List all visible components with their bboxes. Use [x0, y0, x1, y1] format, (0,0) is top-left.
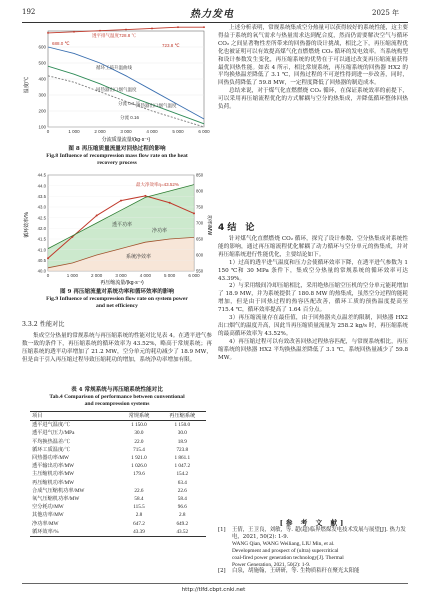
table-cell: 2.8 — [179, 512, 186, 519]
fig9-xtick-label: 4 000 — [139, 273, 151, 278]
fig8-xtick-label: 3 000 — [120, 129, 132, 134]
table-row-label: 其他功率/MW — [32, 512, 64, 519]
table-cell: 1 047.2 — [174, 463, 191, 470]
fig9-ylabel-left: 循环效率/% — [24, 212, 30, 238]
table-cell: 43.52 — [159, 528, 206, 537]
fig9-left-tick-label: 41.5 — [37, 236, 46, 242]
table4-col-recompression: 再压缩系统 — [159, 412, 206, 421]
header-rule — [22, 22, 408, 23]
table-row — [30, 438, 206, 446]
reference-2 — [218, 568, 408, 575]
conclusion-1: 1）过高的透平进气温度和压力会使循环效率下降，在透平进气参数为 1 150 ℃和 30 MPa 条件下，集成空分热量的常规系统的循环效率可达 43.39%。 — [218, 259, 408, 282]
table-row-label: 空分耗功/MW — [32, 504, 64, 511]
fig9-ann-turbine: 透平功率 — [112, 222, 133, 228]
conclusion-4: 4）再压缩过程可以有效改善回热过程热容匹配，与常规系统相比，再压缩系统的回热器 HX2 平均换热温差降低了 3.1 ℃，系统回热量减少了 59.8 MW。 — [218, 338, 408, 361]
reference-1-number: [1] — [218, 527, 226, 533]
fig9-efficiency-point — [120, 200, 122, 202]
table-cell: 22.6 — [177, 487, 187, 494]
table-row — [30, 487, 206, 495]
fig9-efficiency-point — [144, 195, 146, 197]
table-row-label: 透平进气温度/℃ — [32, 422, 70, 429]
fig8-ylabel: 温度/℃ — [24, 76, 30, 94]
table-cell: 22.6 — [134, 487, 144, 494]
fig8-xlabel: 分流质量流量/(kg·s⁻¹) — [101, 137, 151, 143]
fig8-ytick-label: 600 — [38, 44, 46, 50]
table-cell: 179.6 — [133, 471, 145, 478]
fig8-point — [99, 30, 101, 32]
fig8-chart — [22, 25, 212, 143]
table-cell: 30.0 — [134, 430, 144, 437]
table-row-label: 回热器功率/MW — [32, 455, 69, 462]
table-row-label: 平均换热温差/℃ — [32, 438, 70, 445]
table-cell: 1 150.0 — [174, 422, 191, 429]
table-cell — [119, 479, 158, 487]
table-row — [30, 528, 206, 537]
fig9-xtick-label: 1 000 — [66, 273, 78, 278]
fig9-xtick-label: 0 — [46, 273, 50, 278]
table-row-label: 透平输出功率/MW — [32, 463, 75, 470]
fig8-point — [177, 26, 179, 28]
fig8-ytick-label: 400 — [38, 76, 46, 82]
page-number: 192 — [22, 8, 36, 16]
table-row — [30, 446, 206, 454]
reference-2-cn: 白泉，胡施翰，王研研，等. 生物质秸秆在聚光太阳能 — [232, 568, 360, 575]
fig9-right-tick-label: 700 — [196, 220, 204, 226]
table-cell: 115.5 — [133, 504, 145, 511]
table-cell: 63.4 — [177, 479, 187, 486]
fig8-xtick-label: 4 000 — [146, 129, 158, 134]
table-cell: 18.9 — [177, 438, 187, 445]
fig8-point — [73, 31, 75, 33]
fig8-ann-723: 723.8 ℃ — [162, 43, 180, 48]
fig8-ytick-label: 300 — [38, 92, 46, 98]
fig9-chart — [22, 170, 212, 286]
fig8-ytick-label: 100 — [38, 124, 46, 130]
reference-1-en-4: Power Generation, 2021, 50(2): 1-9. — [232, 561, 311, 568]
fig9-efficiency-point — [47, 257, 49, 259]
fig8-point — [125, 29, 127, 31]
fig9-ann-neteff: 系统净效率 — [126, 254, 152, 260]
fig8-ann-rec: 回热器出口烟气温度 — [136, 103, 177, 108]
table-cell: 715.4 — [133, 446, 145, 453]
table-cell: 96.6 — [177, 504, 187, 511]
table-row-label: 氧气压缩机功率/MW — [32, 496, 80, 503]
fig9-efficiency-point — [96, 215, 98, 217]
fig8-point — [151, 28, 153, 30]
reference-1-en-1: WANG Qian, WANG Weiliang, LIU Min, et al. — [232, 540, 335, 547]
footer-url: http://tlfd.cbpt.cnki.net — [181, 587, 246, 593]
table-row-label: 合成气压缩机功率/MW — [32, 487, 85, 494]
fig9-left-tick-label: 41.0 — [37, 247, 46, 253]
fig8-ytick-label: 200 — [38, 108, 46, 114]
fig8-xtick-label: 6 000 — [198, 129, 210, 134]
paragraph-summary: 总结来说，对于煤气化直燃燃烧 CO₂ 循环，在保证系统效率的前提下，可以采用再压缩流程优化的方式解耦与空分的热集成，并降低循环整体回热负荷。 — [218, 88, 408, 111]
table-row — [30, 470, 206, 478]
fig9-right-tick-label: 550 — [196, 268, 204, 274]
fig9-right-tick-label: 750 — [196, 204, 204, 210]
fig9-left-tick-label: 40.0 — [37, 268, 46, 274]
table-row-label: 循环工质温度/℃ — [32, 446, 70, 453]
fig9-left-tick-label: 42.0 — [37, 225, 46, 231]
references-list — [218, 527, 408, 575]
table4-col-conventional: 常规系统 — [119, 412, 158, 421]
table-cell: 647.2 — [133, 520, 145, 527]
references-heading: [参 考 文 献] — [279, 519, 347, 527]
table-cell: 723.8 — [176, 446, 189, 453]
paragraph-conclusions-intro: 针对煤气化直燃燃烧 CO₂ 循环，探究了设计参数、空分热集成对系统性能的影响，通过再压缩流程优化解耦了动力循环与空分单元的热集成，并对再压缩系统进行性能优化，主要结论如下。 — [218, 236, 408, 258]
fig9-right-tick-label: 650 — [196, 236, 204, 242]
table-cell: 649.2 — [176, 520, 189, 527]
table4-wrap — [30, 411, 206, 537]
fig9-caption-cn: 图 9 再压缩流量对系统功率和循环效率的影响 — [59, 289, 175, 295]
table-cell: 22.0 — [134, 438, 144, 445]
table-row — [30, 520, 206, 528]
table-cell: 58.4 — [177, 496, 187, 503]
fig8-ann-dt1: 分流 0.1 ℃ — [118, 101, 141, 106]
table-cell: 1 921.0 — [131, 455, 147, 462]
fig9-left-tick-label: 44.0 — [37, 183, 46, 189]
table4-col-item: 项目 — [30, 412, 119, 421]
fig8-caption-cn: 图 8 再压缩质量流量对回热过程的影响 — [68, 146, 166, 152]
table-row-label: 再压缩机功率/MW — [32, 479, 75, 486]
table-row — [30, 421, 206, 430]
fig9-caption-en-2: and net efficiency — [96, 302, 138, 309]
fig8-xtick-label: 2 000 — [94, 129, 106, 134]
fig8-ann-cycle: 循环工质升温曲线 — [96, 65, 132, 70]
fig9-xlabel: 再压缩流量/(kg·s⁻¹) — [100, 280, 144, 286]
fig9-right-tick-label: 850 — [196, 172, 204, 178]
section-3-3-2-heading: 3.3.2 性能对比 — [22, 321, 65, 328]
right-column-top — [218, 25, 408, 112]
left-paragraph — [22, 333, 212, 365]
right-column-conclusions — [218, 236, 408, 363]
fig8-caption-en-1: Fig.8 Influence of recompression mass flow rate on the heat — [46, 153, 188, 159]
table4-title-en-1: Tab.4 Comparison of performance between conventional — [49, 394, 185, 400]
fig9-caption-en-1: Fig.9 Influence of recompression flow rate on system power — [46, 296, 188, 302]
paragraph-performance-comparison: 集成空分热量的常规系统与再压缩系统的性能对比见表 4。在透平进气参数一致的条件下，再压缩系统的循环效率为 43.52%，略高于常规系统；再压缩系统的透平功率增加了 21.2 MW，空分单元的耗功减少了 18.9 MW，但是由于引入再压缩过程导致压缩耗功的增加，系统净功率增加有限。 — [22, 333, 212, 363]
fig9-xtick-label: 5 000 — [164, 273, 176, 278]
table-cell: 1 026.0 — [131, 463, 147, 470]
table-cell: 43.39 — [119, 528, 158, 537]
table4-title-cn: 表 4 常规系统与再压缩系统性能对比 — [71, 387, 163, 393]
fig9-right-tick-label: 800 — [196, 188, 204, 194]
fig9-efficiency-point — [193, 212, 195, 214]
fig9-efficiency-point — [169, 202, 171, 204]
fig9-left-tick-label: 43.5 — [37, 193, 46, 199]
figure-9 — [22, 170, 212, 286]
table-row — [30, 454, 206, 462]
table-cell: 154.2 — [176, 471, 189, 478]
fig8-series-line — [48, 47, 204, 119]
figure-8 — [22, 25, 212, 143]
fig9-left-tick-label: 44.5 — [37, 172, 46, 178]
fig8-caption-en-2: recovery process — [97, 159, 137, 166]
fig8-ytick-label: 500 — [38, 60, 46, 66]
fig9-right-tick-label: 600 — [196, 252, 204, 258]
table-row — [30, 503, 206, 511]
table-row — [30, 479, 206, 487]
fig8-point — [47, 32, 49, 34]
fig8-xtick-label: 1 000 — [68, 129, 80, 134]
conclusion-3: 3）再压缩流量存在最佳值，由于回热器夹点温差的限制，回热器 HX2 出口烟气的温度升高，因此当再压缩质量流量为 258.2 kg/s 时，再压缩系统的最高循环效率为 43.52%。 — [218, 315, 408, 337]
fig9-left-tick-label: 43.0 — [37, 204, 46, 210]
fig8-xtick-label: 5 000 — [172, 129, 184, 134]
reference-1-en-3: coal-fired power generation technology[J]. Thermal — [232, 554, 344, 561]
footer-rule — [22, 583, 408, 584]
table-row — [30, 429, 206, 437]
fig9-xtick-label: 2 000 — [91, 273, 103, 278]
journal-title: 热力发电 — [190, 9, 234, 20]
fig9-ylabel-right: 功率/MW — [206, 214, 212, 236]
table-row-label: 净功率/MW — [32, 520, 59, 527]
reference-1-cn: 王倩，王卫良，刘敏，等. 超(超)临界燃煤发电技术发展与展望[J]. 热力发电，2021, 50(2): 1-9. — [232, 527, 406, 540]
fig8-ann-rec2: 回热器出口烟气温度 — [96, 87, 137, 92]
conclusion-2: 2）与采用级间冷却压缩相比，采用绝热压缩空压机的空分单元能耗增加了 18.9 MW，并为系统提供了 180.8 MW 的热集成，虽然空分过程的能耗增加，但是由于回热过程的热容匹配改善，循环工质的预热温度提高至 715.4 ℃，循环效率提高了 1.64 百分点。 — [218, 283, 408, 314]
fig8-ann-hot-in: 透平排气温度728.8 ℃ — [92, 33, 137, 38]
fig9-xtick-label: 3 000 — [115, 273, 127, 278]
table-row-label: 主压缩机功率/MW — [32, 471, 75, 478]
fig9-left-tick-label: 40.5 — [37, 257, 46, 263]
table-cell: 1 861.1 — [174, 455, 191, 462]
table-cell: 58.4 — [134, 496, 144, 503]
fig9-ann-netpower: 净功率 — [152, 228, 168, 234]
table-row-label: 透平进气压力/MPa — [32, 430, 75, 437]
fig9-xtick-label: 6 000 — [188, 273, 200, 278]
table-cell: 2.8 — [135, 512, 143, 519]
reference-2-number: [2] — [218, 568, 226, 575]
table-cell: 30.0 — [177, 430, 187, 437]
fig9-left-tick-label: 42.5 — [37, 215, 46, 221]
table4 — [30, 411, 206, 537]
reference-1 — [218, 527, 408, 568]
paragraph-analysis: 上述分析表明，常规系统集成空分热量可以获得较好的系统性能，这主要得益于系统的氧气需求与热量需求达到配合度，然而仍需要解决空气与循环 CO₂ 之间显著物性差所带来的回热器的设计挑战，相比之下，再压缩流程优化也被证明可以有效提高煤气化直燃燃烧 CO₂ 循环的发电效率。当系统构型和设计参数发生变化，再压缩系统的优势在于可以通过改变再压缩流量获得最优回热性能。如表 4 所示，相比常规系统，再压缩系统的回热器 HX2 的平均换热温差降低了 3.1 ℃，回热过程的不可逆性得到进一步改善，同时，回热负荷降低了 59.8 MW，一定程度降低了回热器的制造成本。 — [218, 25, 409, 87]
fig8-xtick-label: 0 — [46, 129, 50, 134]
fig8-point — [203, 26, 205, 28]
table-row — [30, 462, 206, 470]
fig9-ann-max: 最大净效率η=43.52% — [136, 182, 179, 187]
section-4-heading: 4 结 论 — [218, 223, 255, 233]
table-row — [30, 495, 206, 503]
table-cell: 1 150.0 — [131, 422, 147, 429]
table4-body — [30, 421, 206, 537]
reference-1-en-2: Development and prospect of (ultra) supercritical — [232, 547, 339, 554]
fig8-ann-688: 688.0 ℃ — [52, 41, 70, 46]
table-row — [30, 511, 206, 519]
table4-title-en-2: and recompression systems — [84, 400, 150, 407]
table-row-label: 循环效率/% — [30, 528, 119, 537]
year: 2025 年 — [372, 9, 400, 17]
fig8-ann-dt2: 分流 0.16 — [120, 115, 140, 120]
